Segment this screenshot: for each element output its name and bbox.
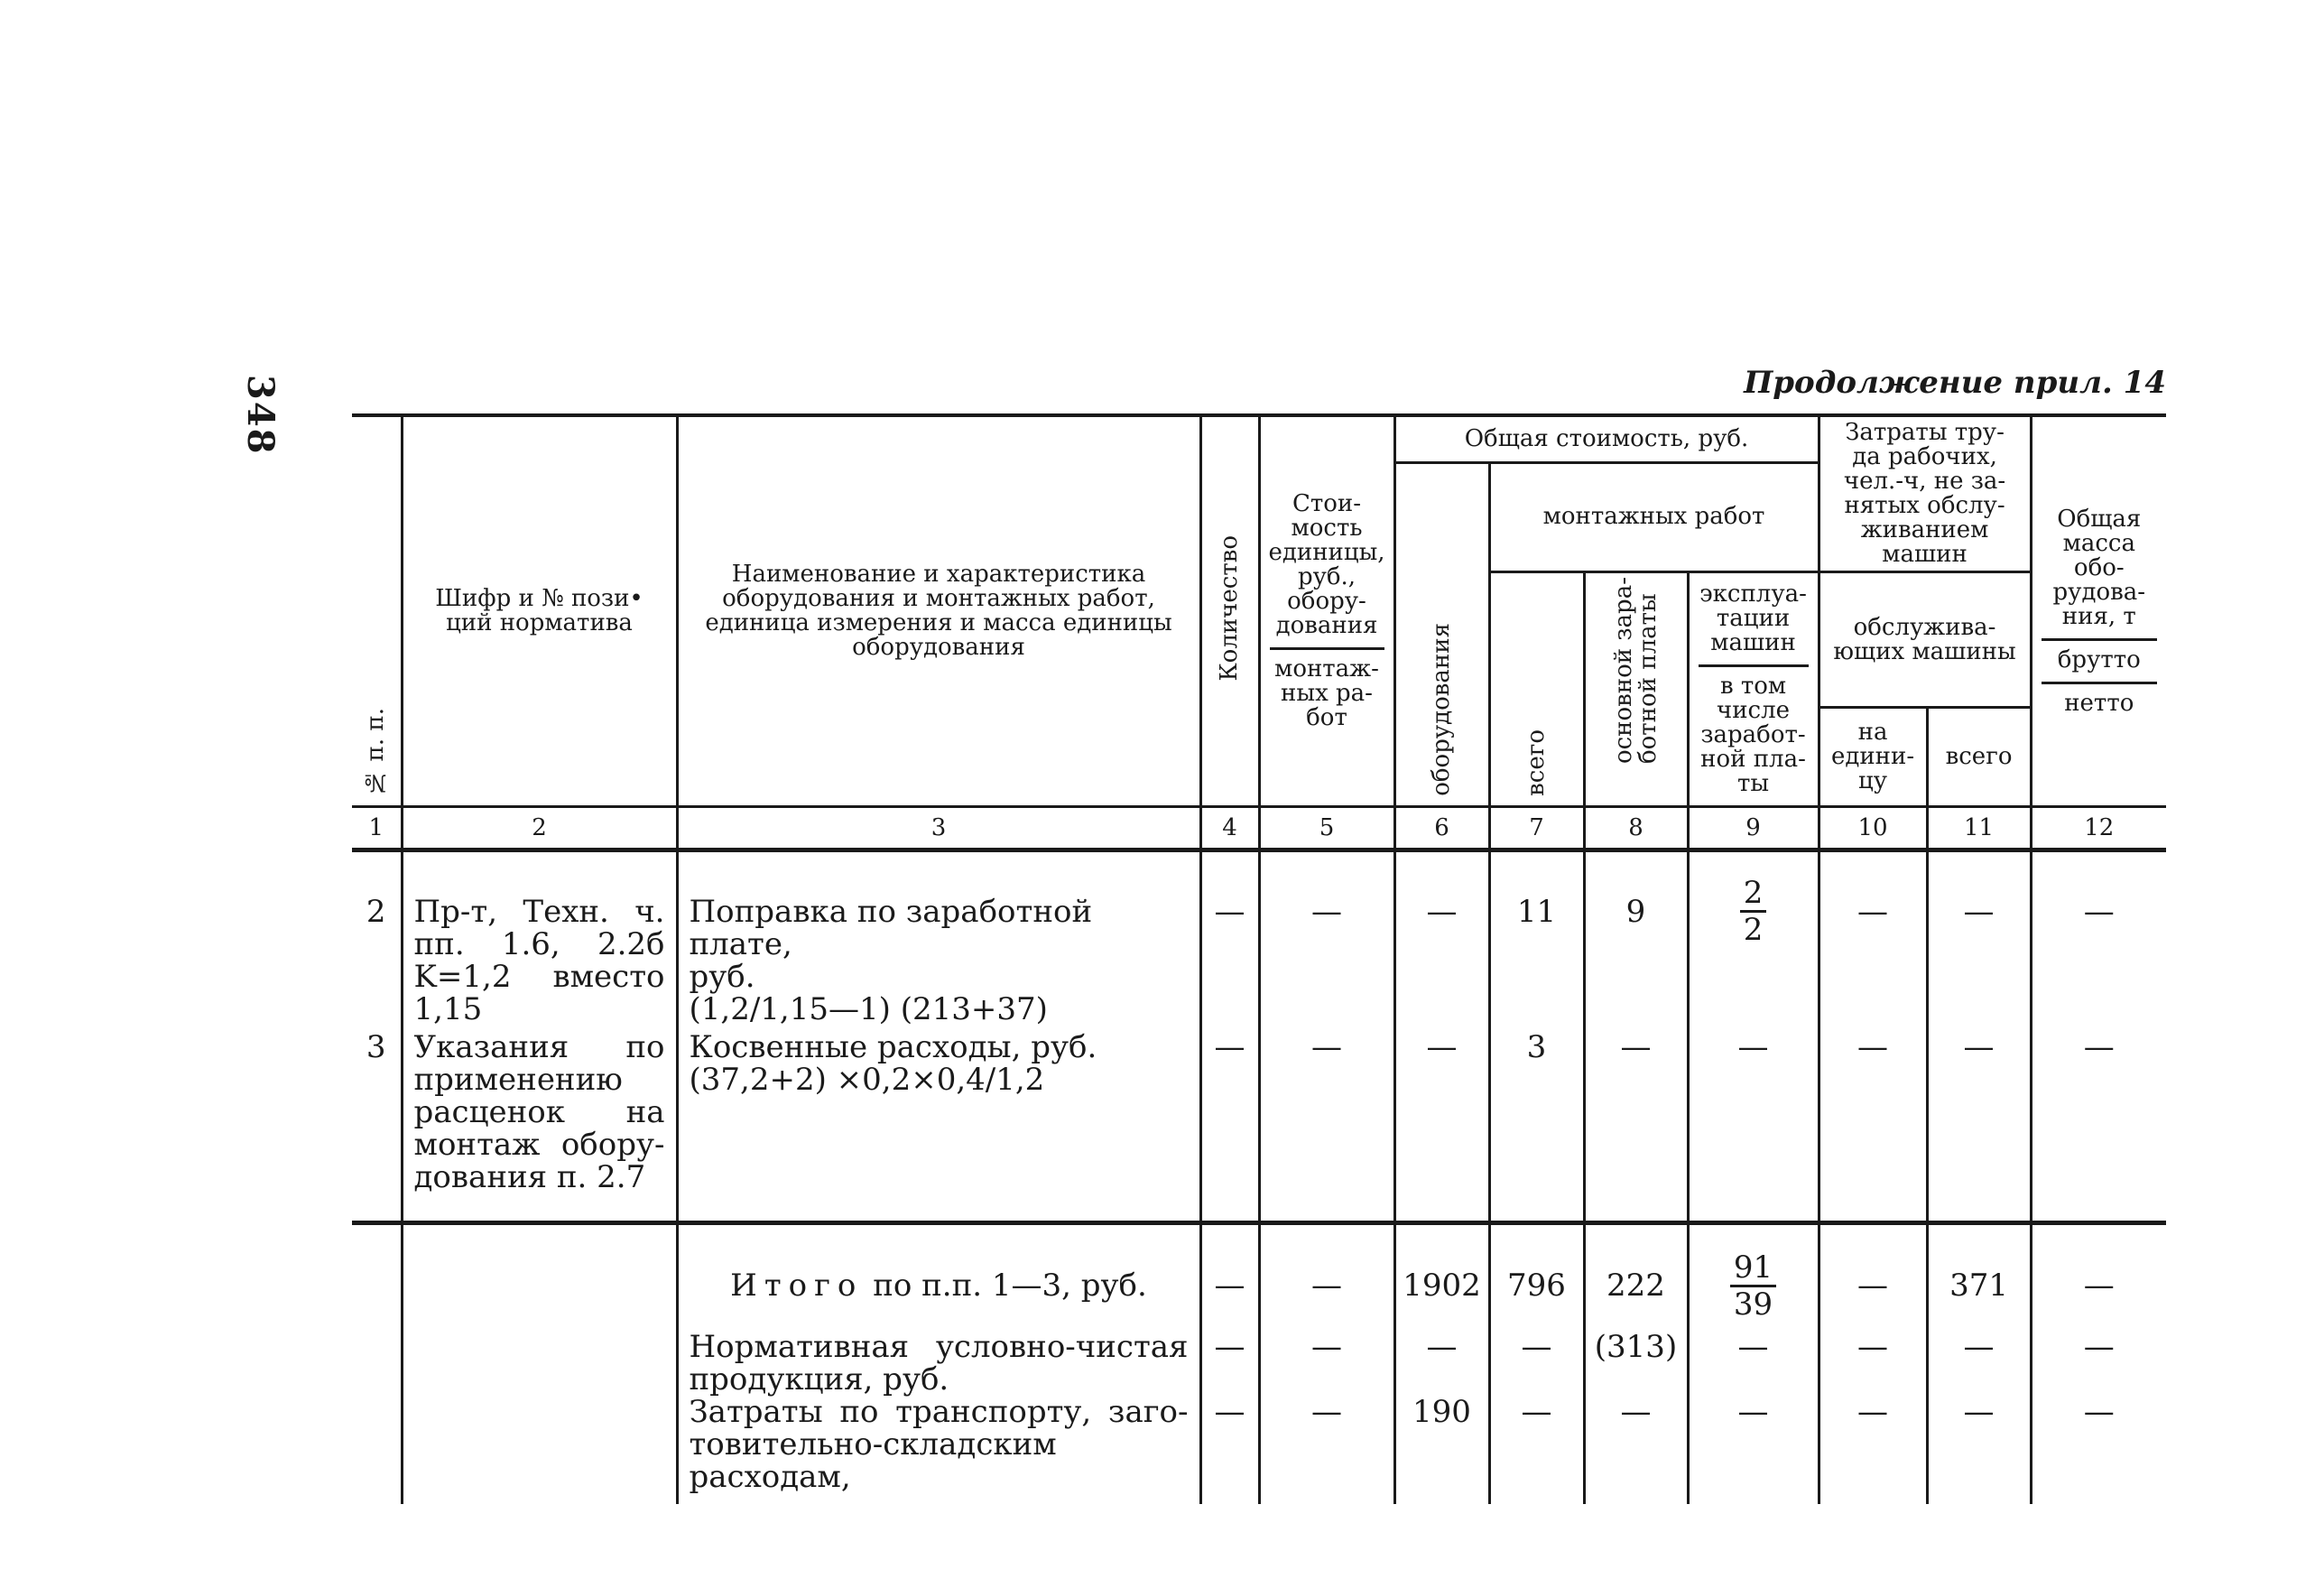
row-number: 2 [352,896,402,1031]
cell-machine-operation: — [1688,1396,1819,1504]
cell-equipment: 190 [1394,1396,1489,1504]
header-name: Наименование и характеристика оборудования и монтажных работ, единица измерения и масса единицы оборудования [677,415,1200,807]
cell-unit-cost: — [1259,1031,1394,1212]
cell-mass: — [2031,1331,2166,1396]
row-number: 3 [352,1031,402,1212]
cell-unit-cost: — [1259,1240,1394,1331]
row-name: Косвенные расходы, руб. (37,2+2) ×0,2×0,4/1,2 [677,1031,1200,1212]
cell-quantity: — [1200,1331,1259,1396]
col-number: 5 [1259,807,1394,850]
cell-base-wage: (313) [1584,1331,1688,1396]
cell-equipment: — [1394,1031,1489,1212]
cell-serving-total: — [1927,1396,2031,1504]
cell-quantity: — [1200,1396,1259,1504]
col-number: 1 [352,807,402,850]
cell-serving-total: — [1927,1331,2031,1396]
row-name: Поправка по заработной плате, руб. (1,2/1,15—1) (213+37) [677,896,1200,1031]
cell-serving-total: 371 [1927,1240,2031,1331]
cell-mount-total: 3 [1489,1031,1584,1212]
col-number: 10 [1819,807,1927,850]
header-mount-total: всего [1489,572,1584,807]
header-quantity: Количество [1200,415,1259,807]
row-code: Указания по применению расценок на монтаж обору- дования п. 2.7 [402,1031,677,1212]
cell-base-wage: — [1584,1396,1688,1504]
cell-mount-total: 796 [1489,1240,1584,1331]
col-number: 4 [1200,807,1259,850]
cell-mass: — [2031,896,2166,1031]
cell-base-wage: 222 [1584,1240,1688,1331]
page-number: 348 [239,375,282,456]
cell-serving-total: — [1927,1031,2031,1212]
estimate-table [352,413,2166,1504]
cell-machine-operation: $\frac{2}{2}$ [1688,896,1819,1031]
cell-mount-total: — [1489,1396,1584,1504]
header-serving-total: всего [1927,708,2031,807]
cell-per-unit: — [1819,1396,1927,1504]
cell-mount-total: 11 [1489,896,1584,1031]
col-number: 11 [1927,807,2031,850]
col-number: 6 [1394,807,1489,850]
cell-per-unit: — [1819,1031,1927,1212]
header-base-wage: основной зара- ботной платы [1584,572,1688,807]
cell-equipment: 1902 [1394,1240,1489,1331]
row-name: Нормативная условно-чистая продукция, руб. [677,1331,1200,1396]
table-row [352,896,2166,1031]
row-name: Затраты по транспорту, заго- товительно-складским расходам, [677,1396,1200,1504]
col-number: 9 [1688,807,1819,850]
cell-machine-operation: — [1688,1331,1819,1396]
col-number: 7 [1489,807,1584,850]
cell-equipment: — [1394,1331,1489,1396]
header-mount-works: монтажных работ [1489,462,1819,572]
totals-row [352,1240,2166,1331]
header-code: Шифр и № пози• ций норматива [402,415,677,807]
cell-machine-operation: $\frac{91}{39}$ [1688,1240,1819,1331]
header-number: № п. п. [352,415,402,807]
header-serving: обслужива- ющих машины [1819,572,2031,708]
header-machine-operation: эксплуа- тации машин в том числе заработ- ной пла- ты [1688,572,1819,807]
header-labor: Затраты тру- да рабочих, чел.-ч, не за- нятых обслу- живанием машин [1819,415,2031,572]
cell-mass: — [2031,1031,2166,1212]
cell-quantity: — [1200,1240,1259,1331]
table-row [352,1396,2166,1504]
cell-per-unit: — [1819,896,1927,1031]
header-equipment: оборудования [1394,462,1489,807]
totals-label: Итого по п.п. 1—3, руб. [677,1240,1200,1331]
cell-mount-total: — [1489,1331,1584,1396]
row-code: Пр-т, Техн. ч. пп. 1.6, 2.2б K=1,2 вместо 1,15 [402,896,677,1031]
col-number: 12 [2031,807,2166,850]
cell-mass: — [2031,1240,2166,1331]
cell-machine-operation: — [1688,1031,1819,1212]
table-row [352,1031,2166,1212]
header-mass: Общая масса обо- рудова- ния, т брутто нетто [2031,415,2166,807]
cell-per-unit: — [1819,1240,1927,1331]
header-total-cost: Общая стоимость, руб. [1394,415,1819,462]
cell-mass: — [2031,1396,2166,1504]
col-number: 8 [1584,807,1688,850]
cell-quantity: — [1200,1031,1259,1212]
header-per-unit: на едини- цу [1819,708,1927,807]
cell-equipment: — [1394,896,1489,1031]
column-number-row [352,807,2166,850]
header-unit-cost: Стои- мость единицы, руб., обору- дования монтаж- ных ра- бот [1259,415,1394,807]
table-row [352,1331,2166,1396]
cell-quantity: — [1200,896,1259,1031]
cell-per-unit: — [1819,1331,1927,1396]
cell-base-wage: — [1584,1031,1688,1212]
continuation-title: Продолжение прил. 14 [1744,365,2166,401]
cell-unit-cost: — [1259,896,1394,1031]
cell-base-wage: 9 [1584,896,1688,1031]
cell-unit-cost: — [1259,1396,1394,1504]
cell-serving-total: — [1927,896,2031,1031]
cell-unit-cost: — [1259,1331,1394,1396]
col-number: 2 [402,807,677,850]
col-number: 3 [677,807,1200,850]
